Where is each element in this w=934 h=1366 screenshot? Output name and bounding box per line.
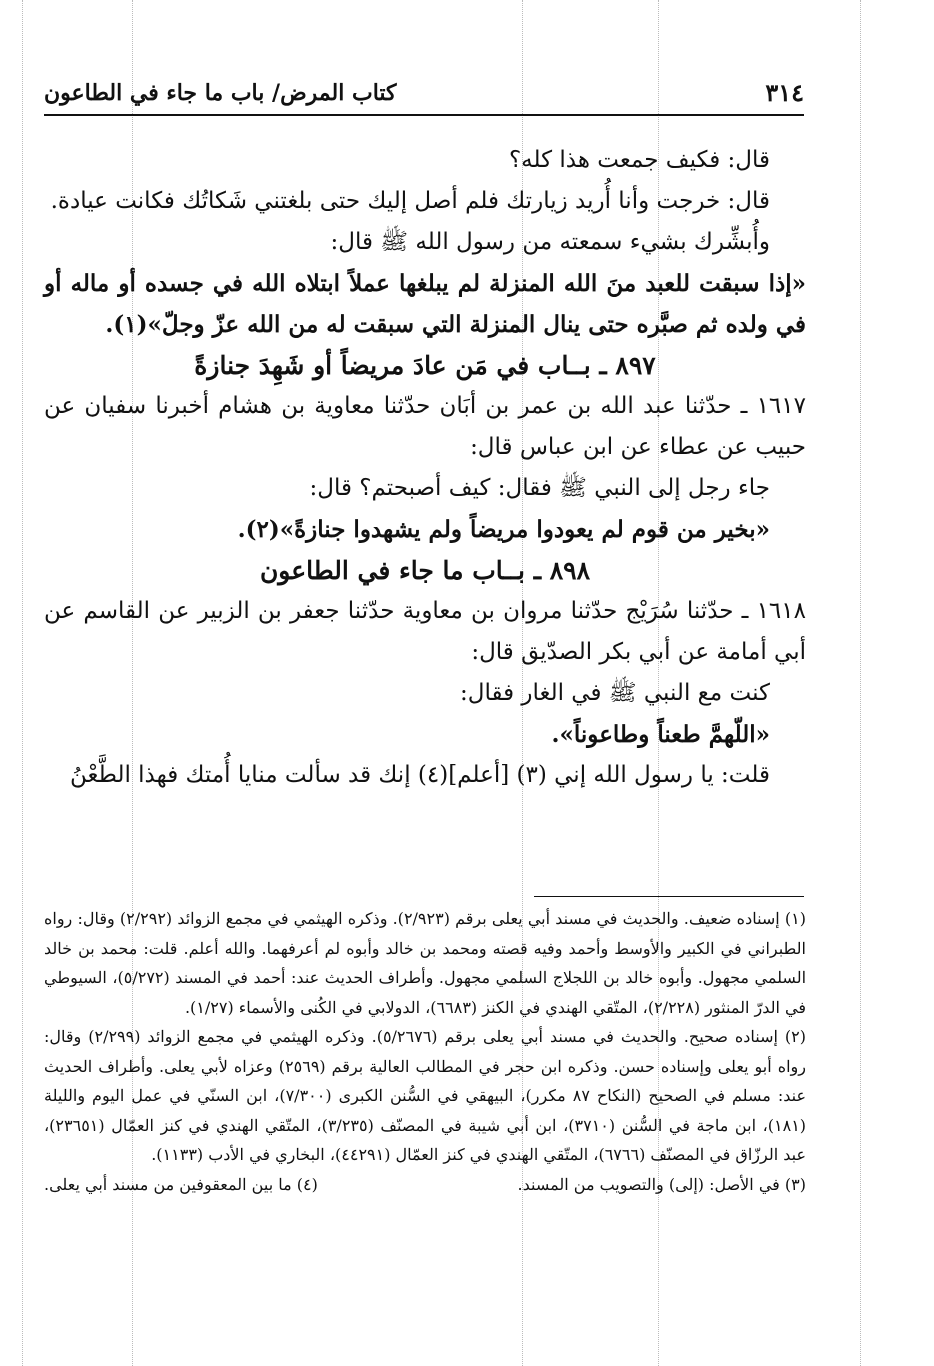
footnotes (44, 904, 806, 1199)
footnote: (٣) في الأصل: (إلى) والتصويب من المسند. (517, 1174, 806, 1194)
text-line: جاء رجل إلى النبي ﷺ فقال: كيف أصبحتم؟ قال: (309, 475, 770, 501)
hadith-isnad: ١٦١٨ ـ حدّثنا سُرَيْج حدّثنا مروان بن معاوية حدّثنا جعفر بن الزبير عن القاسم عن أبي أمامة عن أبي بكر الصدّيق قال: (44, 598, 806, 665)
text-paragraph: قال: خرجت وأنا أُريد زيارتك فلم أصل إليك حتى بلغتني شَكاتُك فكانت عيادة. (50, 188, 770, 214)
footnote: (٤) ما بين المعقوفين من مسند أبي يعلى. (44, 1174, 318, 1194)
margin-dotted-line (22, 0, 23, 1366)
text-line: وأُبشِّرك بشيء سمعته من رسول الله ﷺ قال: (330, 229, 770, 255)
hadith-quote: «اللّهمَّ طعناً وطاعوناً». (551, 721, 770, 748)
page-header (44, 74, 804, 116)
hadith-isnad: ١٦١٧ ـ حدّثنا عبد الله بن عمر بن أبَان حدّثنا معاوية بن هشام أخبرنا سفيان عن حبيب عن عطاء عن ابن عباس قال: (44, 393, 806, 460)
footnote-separator (534, 896, 804, 897)
hadith-quote: «بخير من قوم لم يعودوا مريضاً ولم يشهدوا جنازةً»(٢). (237, 516, 770, 543)
text-line: قلت: يا رسول الله إني (٣) [أعلم](٤) إنك قد سألت منايا أُمتك فهذا الطَّعْنُ (69, 762, 770, 788)
page-number: ٣١٤ (765, 78, 804, 107)
text-line: كنت مع النبي ﷺ في الغار فقال: (459, 680, 770, 706)
footnote-row (44, 1170, 806, 1200)
footnote: (٢) إسناده صحيح. والحديث في مسند أبي يعلى برقم (٥/٢٦٧٦). وذكره الهيثمي في مجمع الزوائد (٢/٢٩٩) وقال: رواه أبو يعلى وإسناده حسن. وذكره ابن حجر في المطالب العالية برقم (٢٥٦٩) وعزاه لأبي يعلى. وأطراف الحديث عند: مسلم في الصحيح (النكاح ٨٧ مكرر)، البيهقي في السُّنن الكبرى (٧/٣٠٠)، ابن السنّي في عمل اليوم والليلة (١٨١)، ابن ماجة في السُّنن (٣٧١٠)، ابن أبي شيبة في المصنّف (٣/٢٣٥)، المتّقي الهندي في كنز العمّال (٢٣٦٥١)، عبد الرزّاق في المصنّف (٦٧٦٦)، المتّقي الهندي في كنز العمّال (٤٤٢٩١)، البخاري في الأدب (١١٣٣). (44, 1027, 807, 1164)
footnote: (١) إسناده ضعيف. والحديث في مسند أبي يعلى برقم (٢/٩٢٣). وذكره الهيثمي في مجمع الزوائد (٢/٢٩٢) وقال: رواه الطبراني في الكبير والأوسط وأحمد وفيه قصته ومحمد بن خالد وأبوه لم أعرفهما. والله أعلم. قلت: محمد بن خالد السلمي مجهول. وأبوه خالد بن اللجلاج السلمي مجهول. وأطراف الحديث عند: أحمد في المسند (٥/٢٧٢)، السيوطي في الدرّ المنثور (٢/٢٢٨)، المتّقي الهندي في الكنز (٦٦٨٣)، الدولابي في الكُنى والأسماء (١/٢٧). (44, 909, 807, 1017)
margin-dotted-line (860, 0, 861, 1366)
hadith-quote: «إذا سبقت للعبد منَ الله المنزلة لم يبلغها عملاً ابتلاه الله في جسده أو ماله أو في ولده ثم صبَّره حتى ينال المنزلة التي سبقت له من الله عزّ وجلّ»(١). (44, 270, 806, 338)
text-line: قال: فكيف جمعت هذا كله؟ (508, 147, 770, 173)
main-text (44, 140, 806, 796)
chapter-heading: ٨٩٧ ـ بــاب في مَن عادَ مريضاً أو شَهِدَ جنازةً (194, 351, 656, 380)
running-title: كتاب المرض/ باب ما جاء في الطاعون (44, 80, 397, 106)
chapter-heading: ٨٩٨ ـ بــاب ما جاء في الطاعون (259, 556, 591, 585)
